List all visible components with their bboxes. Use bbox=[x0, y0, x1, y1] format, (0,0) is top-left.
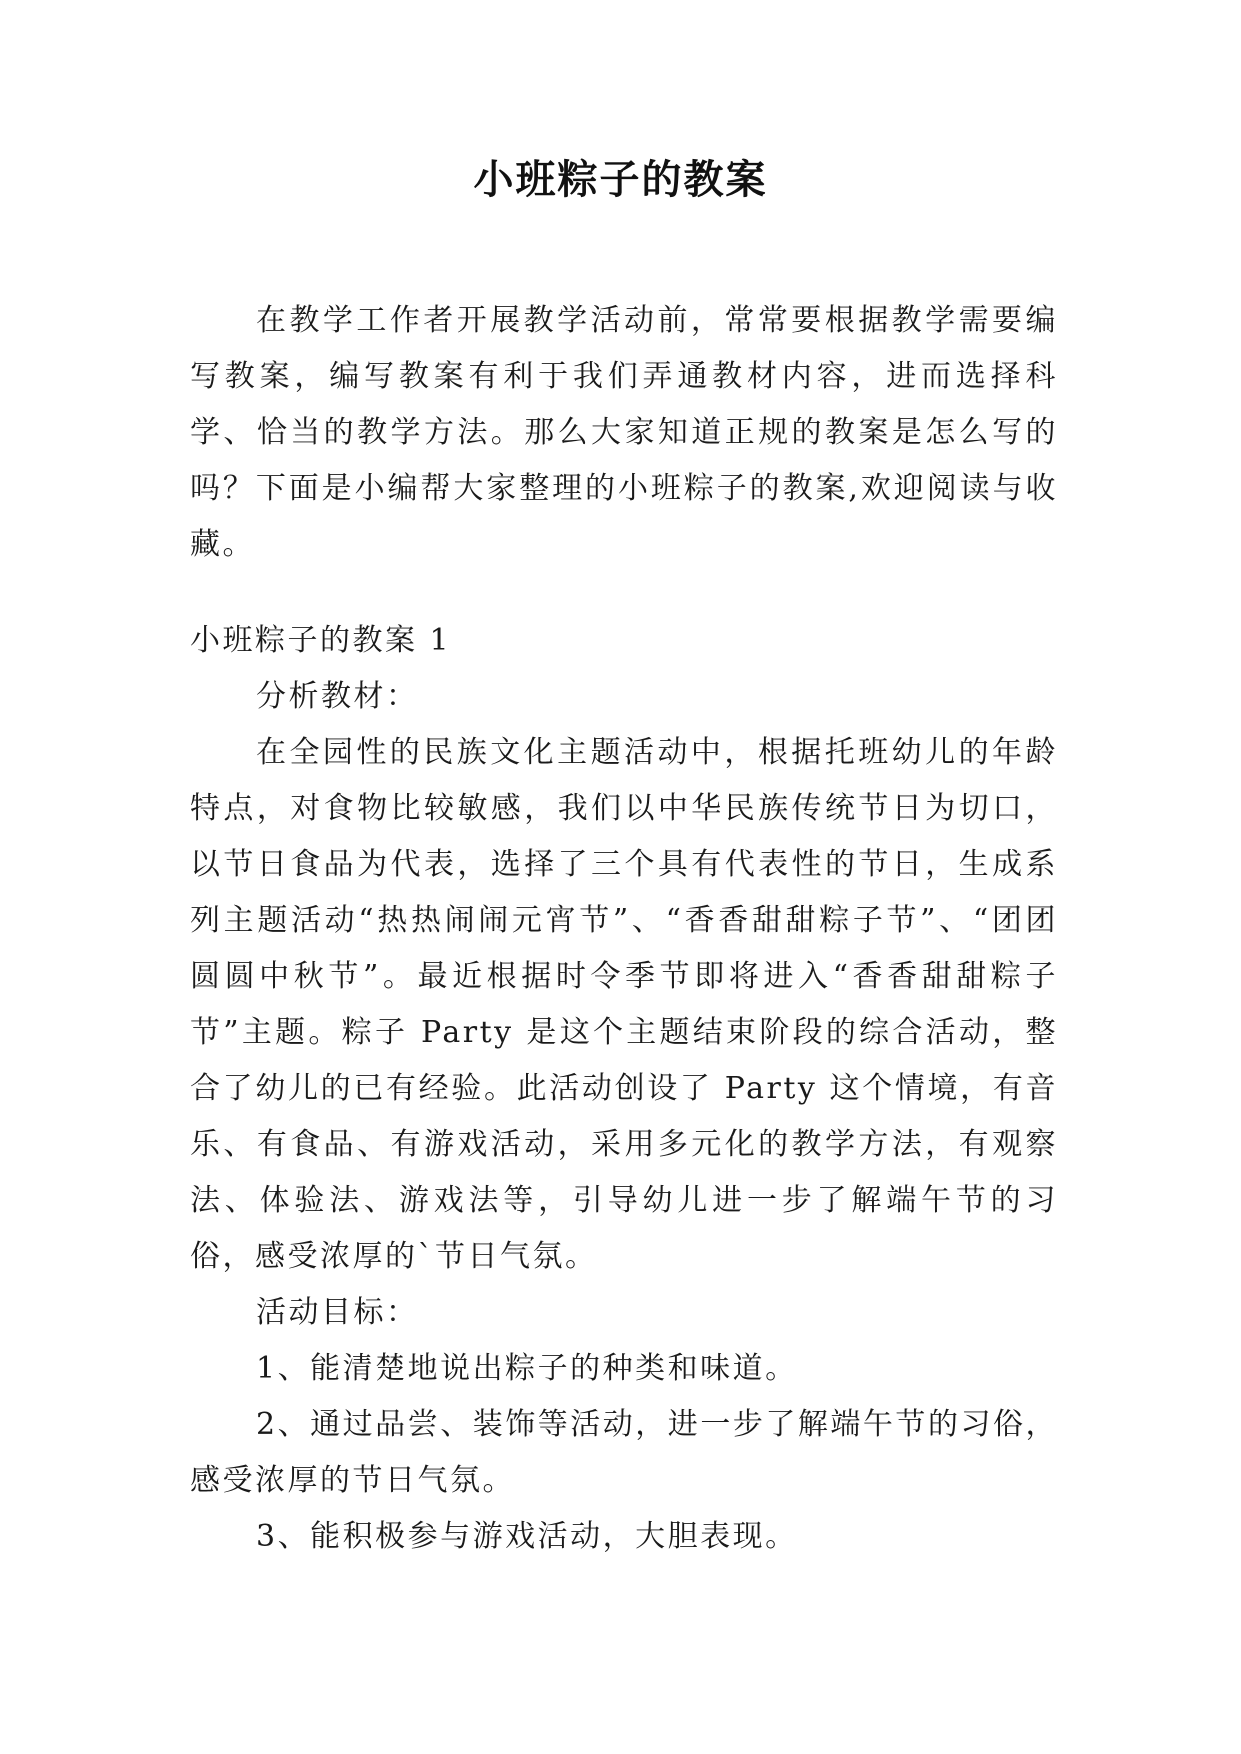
goal-item-3: 3、能积极参与游戏活动，大胆表现。 bbox=[256, 1519, 798, 1554]
document-title: 小班粽子的教案 bbox=[473, 156, 768, 203]
analysis-heading: 分析教材： bbox=[256, 679, 419, 714]
section-title: 小班粽子的教案 1 bbox=[190, 623, 452, 658]
document-body bbox=[190, 293, 1058, 1565]
goal-item-1: 1、能清楚地说出粽子的种类和味道。 bbox=[256, 1351, 798, 1386]
intro-paragraph: 在教学工作者开展教学活动前，常常要根据教学需要编写教案，编写教案有利于我们弄通教材内容，进而选择科学、恰当的教学方法。那么大家知道正规的教案是怎么写的吗？下面是小编帮大家整理的小班粽子的教案,欢迎阅读与收藏。 bbox=[190, 303, 1058, 562]
analysis-paragraph: 在全园性的民族文化主题活动中，根据托班幼儿的年龄特点，对食物比较敏感，我们以中华民族传统节日为切口，以节日食品为代表，选择了三个具有代表性的节日，生成系列主题活动“热热闹闹元宵节”、“香香甜甜粽子节”、“团团圆圆中秋节”。最近根据时令季节即将进入“香香甜甜粽子节”主题。粽子 Party 是这个主题结束阶段的综合活动，整合了幼儿的已有经验。此活动创设了 Party 这个情境，有音乐、有食品、有游戏活动，采用多元化的教学方法，有观察法、体验法、游戏法等，引导幼儿进一步了解端午节的习俗，感受浓厚的`节日气氛。 bbox=[190, 735, 1058, 1274]
goals-heading: 活动目标： bbox=[256, 1295, 419, 1330]
goal-item-2: 2、通过品尝、装饰等活动，进一步了解端午节的习俗，感受浓厚的节日气氛。 bbox=[190, 1407, 1058, 1498]
